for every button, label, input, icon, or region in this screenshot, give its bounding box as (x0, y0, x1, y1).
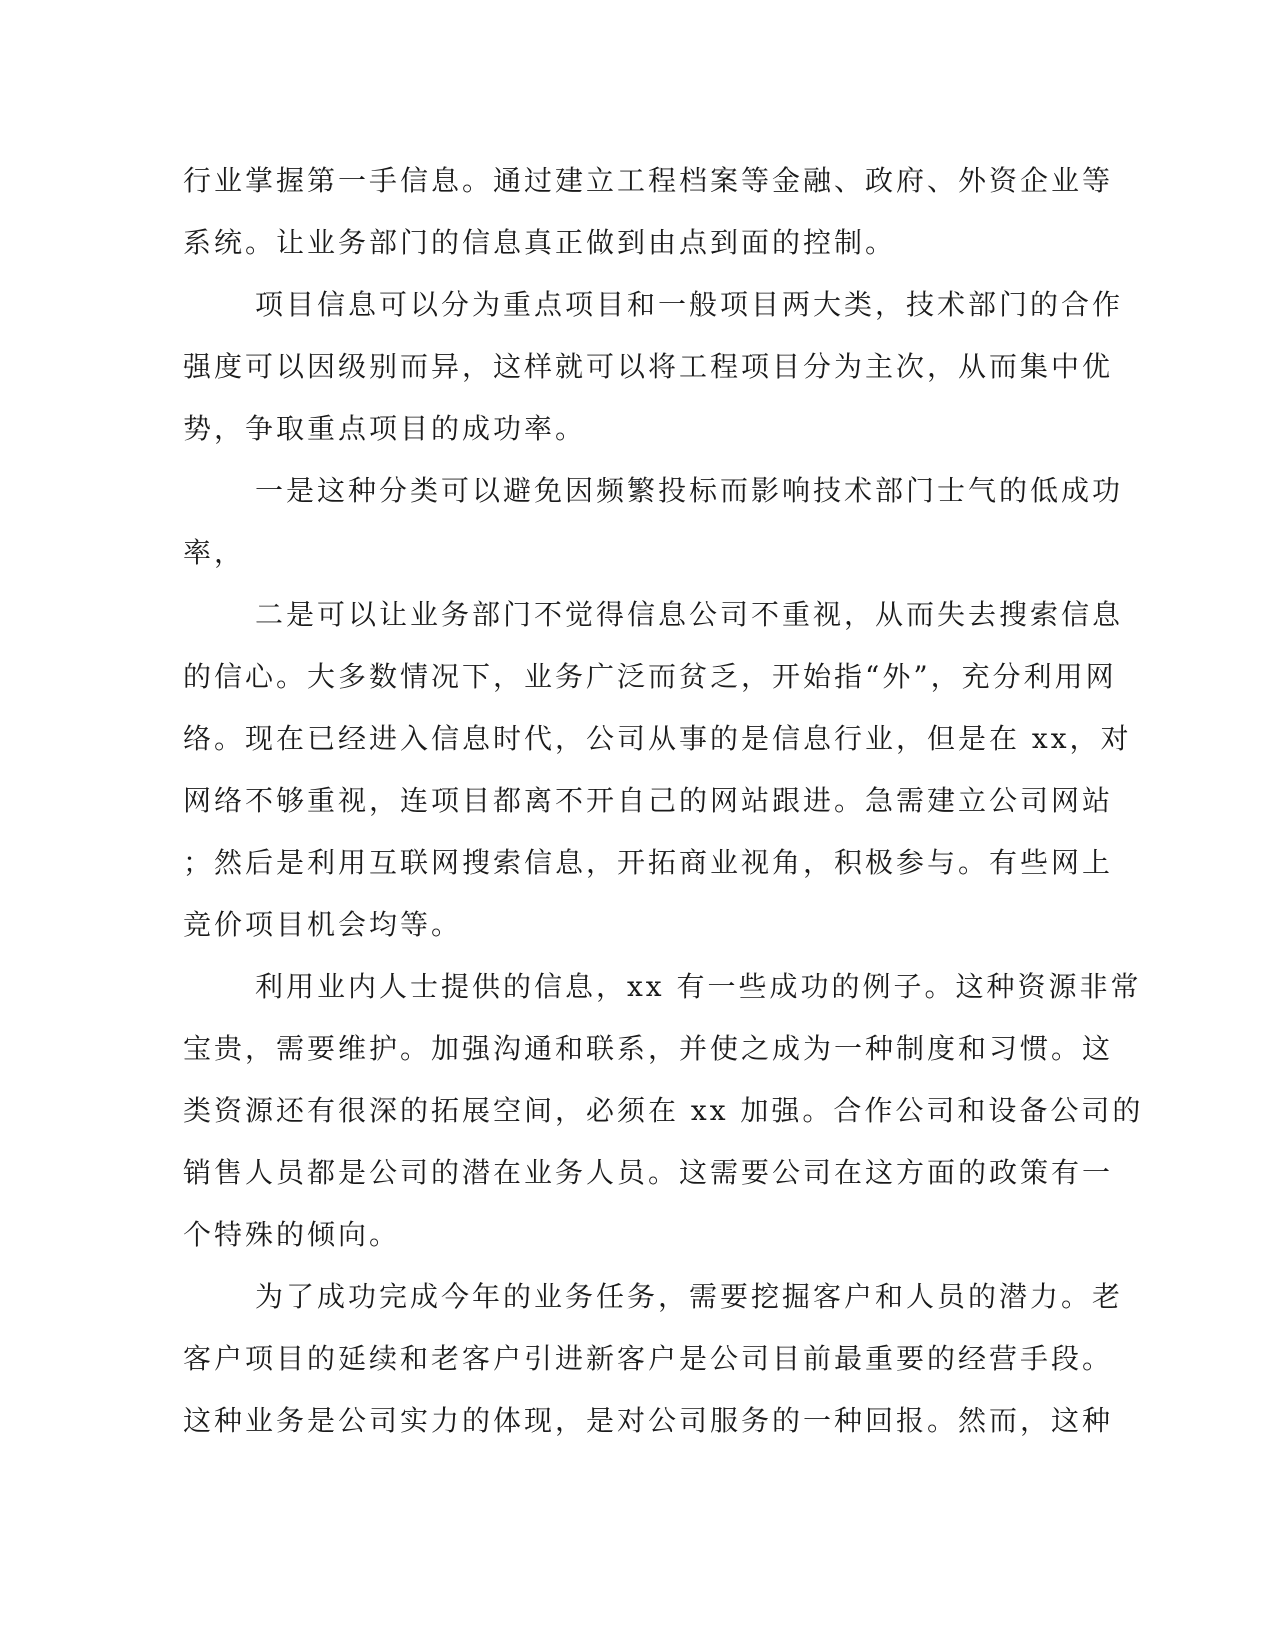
paragraph-first-line: 为了成功完成今年的业务任务，需要挖掘客户和人员的潜力。老 (255, 1280, 1124, 1313)
text-line: 强度可以因级别而异，这样就可以将工程项目分为主次，从而集中优 (183, 350, 1114, 383)
text-line: 个特殊的倾向。 (183, 1218, 401, 1251)
text-line: 客户项目的延续和老客户引进新客户是公司目前最重要的经营手段。 (183, 1342, 1114, 1375)
text-line: 这种业务是公司实力的体现，是对公司服务的一种回报。然而，这种 (183, 1404, 1114, 1437)
paragraph-first-line: 二是可以让业务部门不觉得信息公司不重视，从而失去搜索信息 (255, 598, 1124, 631)
text-line: 网络不够重视，连项目都离不开自己的网站跟进。急需建立公司网站 (183, 784, 1114, 817)
text-line: 销售人员都是公司的潜在业务人员。这需要公司在这方面的政策有一 (183, 1156, 1114, 1189)
text-line: 竞价项目机会均等。 (183, 908, 463, 941)
text-line: 行业掌握第一手信息。通过建立工程档案等金融、政府、外资企业等 (183, 164, 1114, 197)
text-line: 率， (183, 536, 246, 569)
text-line: ；然后是利用互联网搜索信息，开拓商业视角，积极参与。有些网上 (183, 846, 1114, 879)
text-line: 类资源还有很深的拓展空间，必须在 xx 加强。合作公司和设备公司的 (183, 1094, 1144, 1127)
document-body (183, 150, 1144, 1452)
text-line: 的信心。大多数情况下，业务广泛而贫乏，开始指“外”，充分利用网 (183, 660, 1117, 693)
text-line: 络。现在已经进入信息时代，公司从事的是信息行业，但是在 xx，对 (183, 722, 1132, 755)
paragraph-first-line: 项目信息可以分为重点项目和一般项目两大类，技术部门的合作 (255, 288, 1124, 321)
text-line: 宝贵，需要维护。加强沟通和联系，并使之成为一种制度和习惯。这 (183, 1032, 1114, 1065)
paragraph-first-line: 一是这种分类可以避免因频繁投标而影响技术部门士气的低成功 (255, 474, 1124, 507)
text-line: 势，争取重点项目的成功率。 (183, 412, 587, 445)
paragraph-first-line: 利用业内人士提供的信息，xx 有一些成功的例子。这种资源非常 (255, 970, 1142, 1003)
text-line: 系统。让业务部门的信息真正做到由点到面的控制。 (183, 226, 897, 259)
